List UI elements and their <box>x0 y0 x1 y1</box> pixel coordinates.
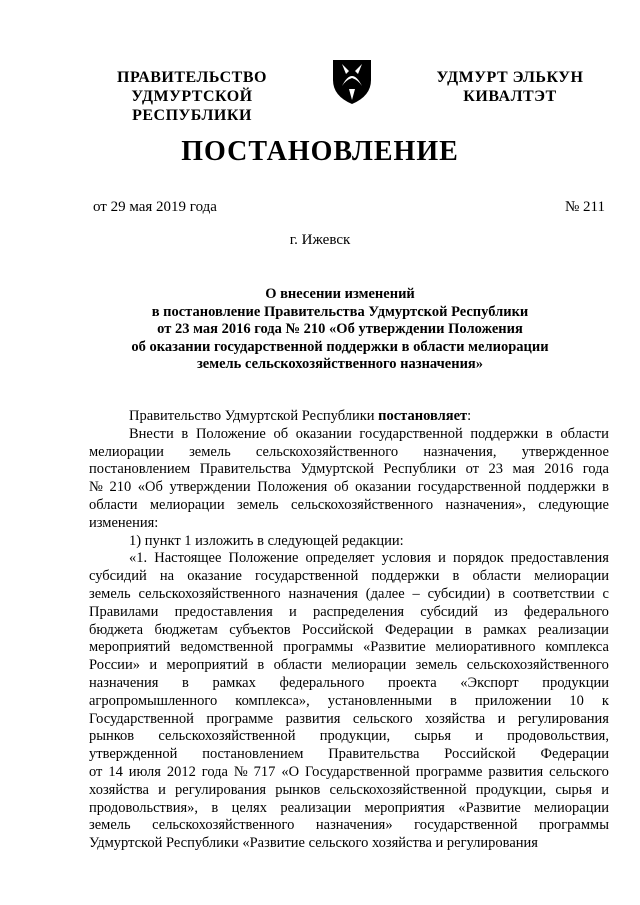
text-line: рынков сельскохозяйственной продукции, сырья и продовольствия, <box>89 728 609 745</box>
text-line: мероприятий ведомственной программы «Развитие мелиоративного комплекса <box>89 639 609 656</box>
document-date: от 29 мая 2019 года <box>93 199 217 215</box>
paragraph-amendment <box>89 426 609 533</box>
text-line: Правилами предоставления и распределения субсидий из федерального <box>89 603 609 620</box>
text-line: изменения: <box>89 514 159 531</box>
text-line: Государственной программе развития сельского хозяйства и регулирования <box>89 710 609 727</box>
text-line: агропромышленного комплекса», установленными в приложении 10 к <box>89 692 609 709</box>
intro-colon: : <box>467 408 472 424</box>
subject-line: земель сельскохозяйственного назначения» <box>196 356 484 372</box>
text-line: от 14 июля 2012 года № 717 «О Государственной программе развития сельского <box>89 763 609 780</box>
text-line: земель сельскохозяйственного назначения (далее – субсидии) в соответствии с <box>89 585 609 602</box>
header-left-line-2: УДМУРТСКОЙ РЕСПУБЛИКИ <box>131 88 253 124</box>
subject-line: от 23 мая 2016 года № 210 «Об утверждении Положения <box>157 321 523 337</box>
text-line: назначения в рамках федерального проекта «Экспорт продукции <box>89 674 609 691</box>
header-left-line-1: ПРАВИТЕЛЬСТВО <box>117 69 267 86</box>
text-line: продовольствия», в целях реализации мероприятия «Развитие мелиорации <box>89 799 609 816</box>
text-line: Удмуртской Республики «Развитие сельского хозяйства и регулирования <box>89 835 538 852</box>
text-line: «1. Настоящее Положение определяет условия и порядок предоставления <box>129 550 609 567</box>
subject-line: об оказании государственной поддержки в области мелиорации <box>131 338 549 355</box>
quoted-clause <box>89 550 609 853</box>
coat-of-arms-icon <box>328 56 376 106</box>
text-line: субсидий на оказание государственной поддержки в области мелиорации <box>89 568 609 585</box>
item-1: 1) пункт 1 изложить в следующей редакции: <box>129 532 404 549</box>
intro-paragraph <box>89 408 609 426</box>
document-title: ПОСТАНОВЛЕНИЕ <box>181 136 459 167</box>
header-left <box>80 68 304 125</box>
text-line: Внести в Положение об оказании государственной поддержки в области <box>129 425 609 442</box>
text-line: мелиорации земель сельскохозяйственного назначения, утвержденное <box>89 443 609 460</box>
text-line: земель сельскохозяйственного назначения» государственной программы <box>89 817 609 834</box>
document-subject <box>80 286 600 374</box>
header-right-line-2: КИВАЛТЭТ <box>463 88 557 105</box>
text-line: России» и мероприятий в области мелиорации земель сельскохозяйственного <box>89 657 609 674</box>
subject-line: О внесении изменений <box>265 286 415 302</box>
document-city: г. Ижевск <box>289 232 351 248</box>
intro-bold-verb: постановляет <box>378 408 468 424</box>
header-right-line-1: УДМУРТ ЭЛЬКУН <box>436 69 584 86</box>
document-body <box>89 408 609 853</box>
text-line: утвержденной постановлением Правительства Российской Федерации <box>89 746 609 763</box>
text-line: хозяйства и регулирования рынков сельскохозяйственной продукции, сырья и <box>89 781 609 798</box>
header-right <box>420 68 600 106</box>
text-line: постановлением Правительства Удмуртской Республики от 23 мая 2016 года <box>89 461 609 478</box>
text-line: бюджета бюджетам субъектов Российской Федерации в рамках реализации <box>89 621 609 638</box>
subject-line: в постановление Правительства Удмуртской Республики <box>151 303 529 320</box>
document-number: № 211 <box>564 199 605 215</box>
text-line: области мелиорации земель сельскохозяйственного назначения», следующие <box>89 496 609 513</box>
text-line: № 210 «Об утверждении Положения об оказании государственной поддержки в <box>89 479 609 496</box>
intro-text: Правительство Удмуртской Республики <box>129 408 379 424</box>
